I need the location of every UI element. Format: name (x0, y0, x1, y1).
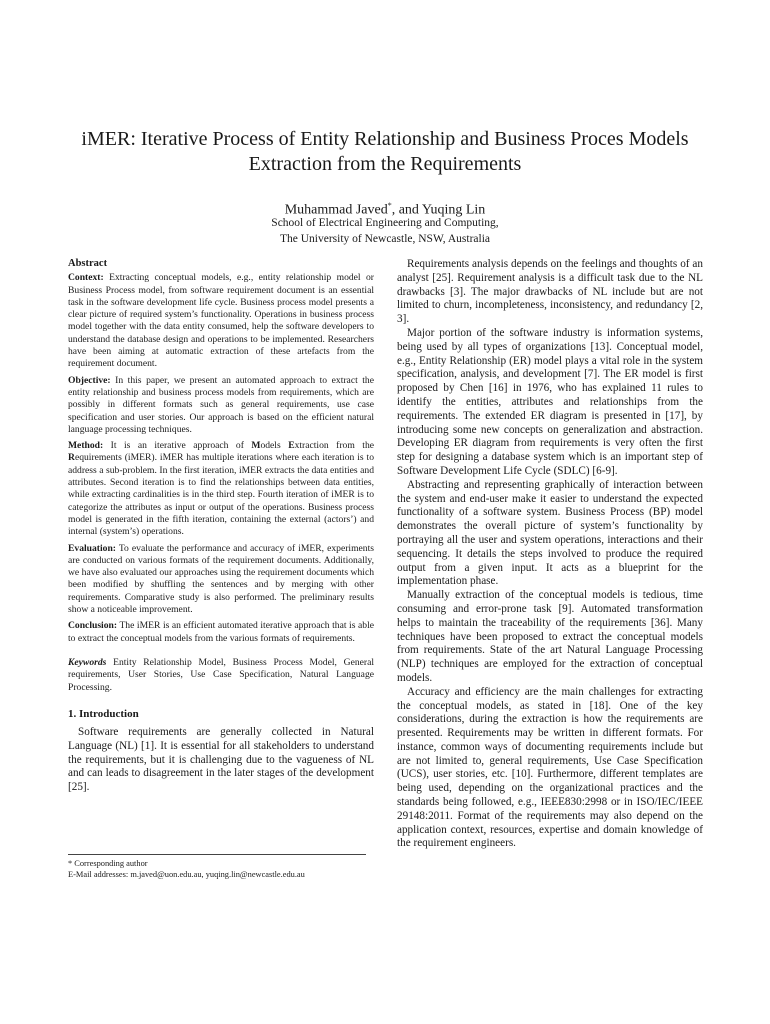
objective-text: In this paper, we present an automated approach to extract the entity relationship and business process models from requirements, which are possibly in different formats such as general requirements, use case specification and user stories. Our approach is based on the efficient natural language processing techniques. (68, 374, 374, 435)
title-line-2: Extraction from the Requirements (248, 153, 522, 175)
method-text-c: xtraction from the (294, 440, 375, 452)
context-label: Context: (68, 272, 104, 284)
conclusion-text: The iMER is an efficient automated iterative approach that is able to extract the conceptual models from the various formats of requirements. (68, 620, 374, 644)
paper-title (40, 127, 730, 177)
method-m: M (251, 440, 261, 452)
evaluation-label: Evaluation: (68, 542, 116, 554)
author-1: Muhammad Javed (284, 202, 388, 218)
method-e: E (288, 440, 295, 452)
right-paragraph-3: Abstracting and representing graphically of interaction between the system and end-user make it easier to understand the expected functionality of a software system. Business Process (BP) model demonstrates the overall picture of system’s functionality by portraying all the user and system operations, interactions and their sequencing. It details the steps involved to produce the required output from a given input. It acts as a blueprint for the implementation phase. (397, 478, 703, 588)
keywords-text: Entity Relationship Model, Business Process Model, General requirements, User Stories, Use Case Specification, Natural Language Processing. (68, 656, 374, 693)
objective-label: Objective: (68, 374, 111, 386)
affiliation (40, 215, 730, 247)
keywords-label: Keywords (68, 656, 107, 668)
footnote-rule (68, 854, 366, 855)
method-text-a: It is an iterative approach of (103, 440, 252, 452)
abstract-conclusion (68, 620, 374, 645)
footnote (68, 854, 374, 880)
corresponding-mark: * (387, 201, 392, 210)
footnote-email: E-Mail addresses: m.javed@uon.edu.au, yuqing.lin@newcastle.edu.au (68, 870, 305, 879)
right-paragraph-5: Accuracy and efficiency are the main challenges for extracting the conceptual models, as stated in [18]. One of the key considerations, during the extraction is how the requirements are presented. Requirements may be written in different formats. For instance, common ways of documenting requirements include but are not limited to, general requirements, Use Case Specification (UCS), user stories, etc. [10]. Furthermore, different templates are being used, depending on the organizational practices and the standards being followed, e.g., IEEE830:2998 or in ISO/IEC/IEEE 29148:2011. Format of the requirements may also depend on the application context, resources, expertise and domain knowledge of the requirement engineers. (397, 685, 703, 850)
footnote-line-1: * Corresponding author (68, 859, 148, 868)
right-paragraph-1: Requirements analysis depends on the feelings and thoughts of an analyst [25]. Requirement analysis is a difficult task due to the NL drawbacks [3]. The major drawbacks of NL include but are not limited to churn, incompleteness, inconsistency, and redundancy [2, 3]. (397, 258, 703, 326)
method-text-b: odels (260, 440, 289, 452)
abstract-method (68, 440, 374, 538)
context-text: Extracting conceptual models, e.g., entity relationship model or Business Process model, from software requirement document is an essential task in the software development life cycle. Business process model presents a clear picture of required system’s functionality. Operations in business process model together with the data entity consumed, help the software developers to understand the database design and operations to be implemented. Researchers have been aiming at automatic extraction of these artefacts from the requirement document. (68, 272, 374, 370)
conclusion-label: Conclusion: (68, 620, 118, 632)
intro-paragraph: Software requirements are generally collected in Natural Language (NL) [1]. It is essential for all stakeholders to understand the requirements, but it is challenging due to the vagueness of NL and can leads to disagreement in the later stages of the development [25]. (68, 726, 374, 794)
abstract-evaluation (68, 543, 374, 617)
abstract-heading: Abstract (68, 258, 108, 269)
method-label: Method: (68, 440, 104, 452)
abstract-objective (68, 375, 374, 436)
intro-heading: 1. Introduction (68, 707, 139, 720)
affiliation-line-2: The University of Newcastle, NSW, Australia (279, 233, 491, 245)
abstract-context (68, 272, 374, 370)
right-paragraph-4: Manually extraction of the conceptual models is tedious, time consuming and error-prone task [9]. Automated transformation helps to maintain the traceability of the requirements [36]. Many techniques have been proposed to extract the conceptual models from requirements. State of the art Natural Language Processing (NLP) techniques are employed for the extraction of conceptual models. (397, 589, 703, 684)
keywords (68, 657, 374, 694)
left-column (68, 258, 374, 795)
right-column (397, 258, 703, 851)
title-line-1: iMER: Iterative Process of Entity Relationship and Business Proces Models (81, 128, 689, 150)
evaluation-text: To evaluate the performance and accuracy of iMER, experiments are conducted on various formats of the requirement documents. Additionally, we have also evaluated our approaches using the requirement documents which been modified by shuffling the sentences and by merging with other requirements. Comparative study is also performed. The preliminary results show a noticeable improvement. (68, 542, 374, 616)
right-paragraph-2: Major portion of the software industry is information systems, being used by all types of organizations [13]. Conceptual model, e.g., Entity Relationship (ER) model plays a vital role in the system specification, analysis, and development [7]. The ER model is first proposed by Chen [16] in 1976, who has explained 11 rules to identify the entities, attributes and relationships from the requirements. The extended ER diagram is presented in [17], by introducing some new concepts on generalization and abstraction. Developing ER diagram from requirements is very often the first step for designing a database system which is an important step of Software Development Life Cycle (SDLC) [6-9]. (397, 326, 703, 477)
method-text-d: equirements (iMER). iMER has multiple iterations where each iteration is to address a sub-problem. In the first iteration, iMER extracts the data entities and attributes. Second iteration is to find the relationships between data entities, while extracting cardinalities is in the third step. Fourth iteration of iMER is to categorize the attributes as input or output of the operations. Business process model is generated in the fifth iteration, containing the external (actors’) and internal (system’s) operations. (68, 452, 374, 538)
author-rest: , and Yuqing Lin (391, 202, 486, 218)
affiliation-line-1: School of Electrical Engineering and Computing, (271, 217, 499, 229)
method-r: R (68, 452, 75, 464)
